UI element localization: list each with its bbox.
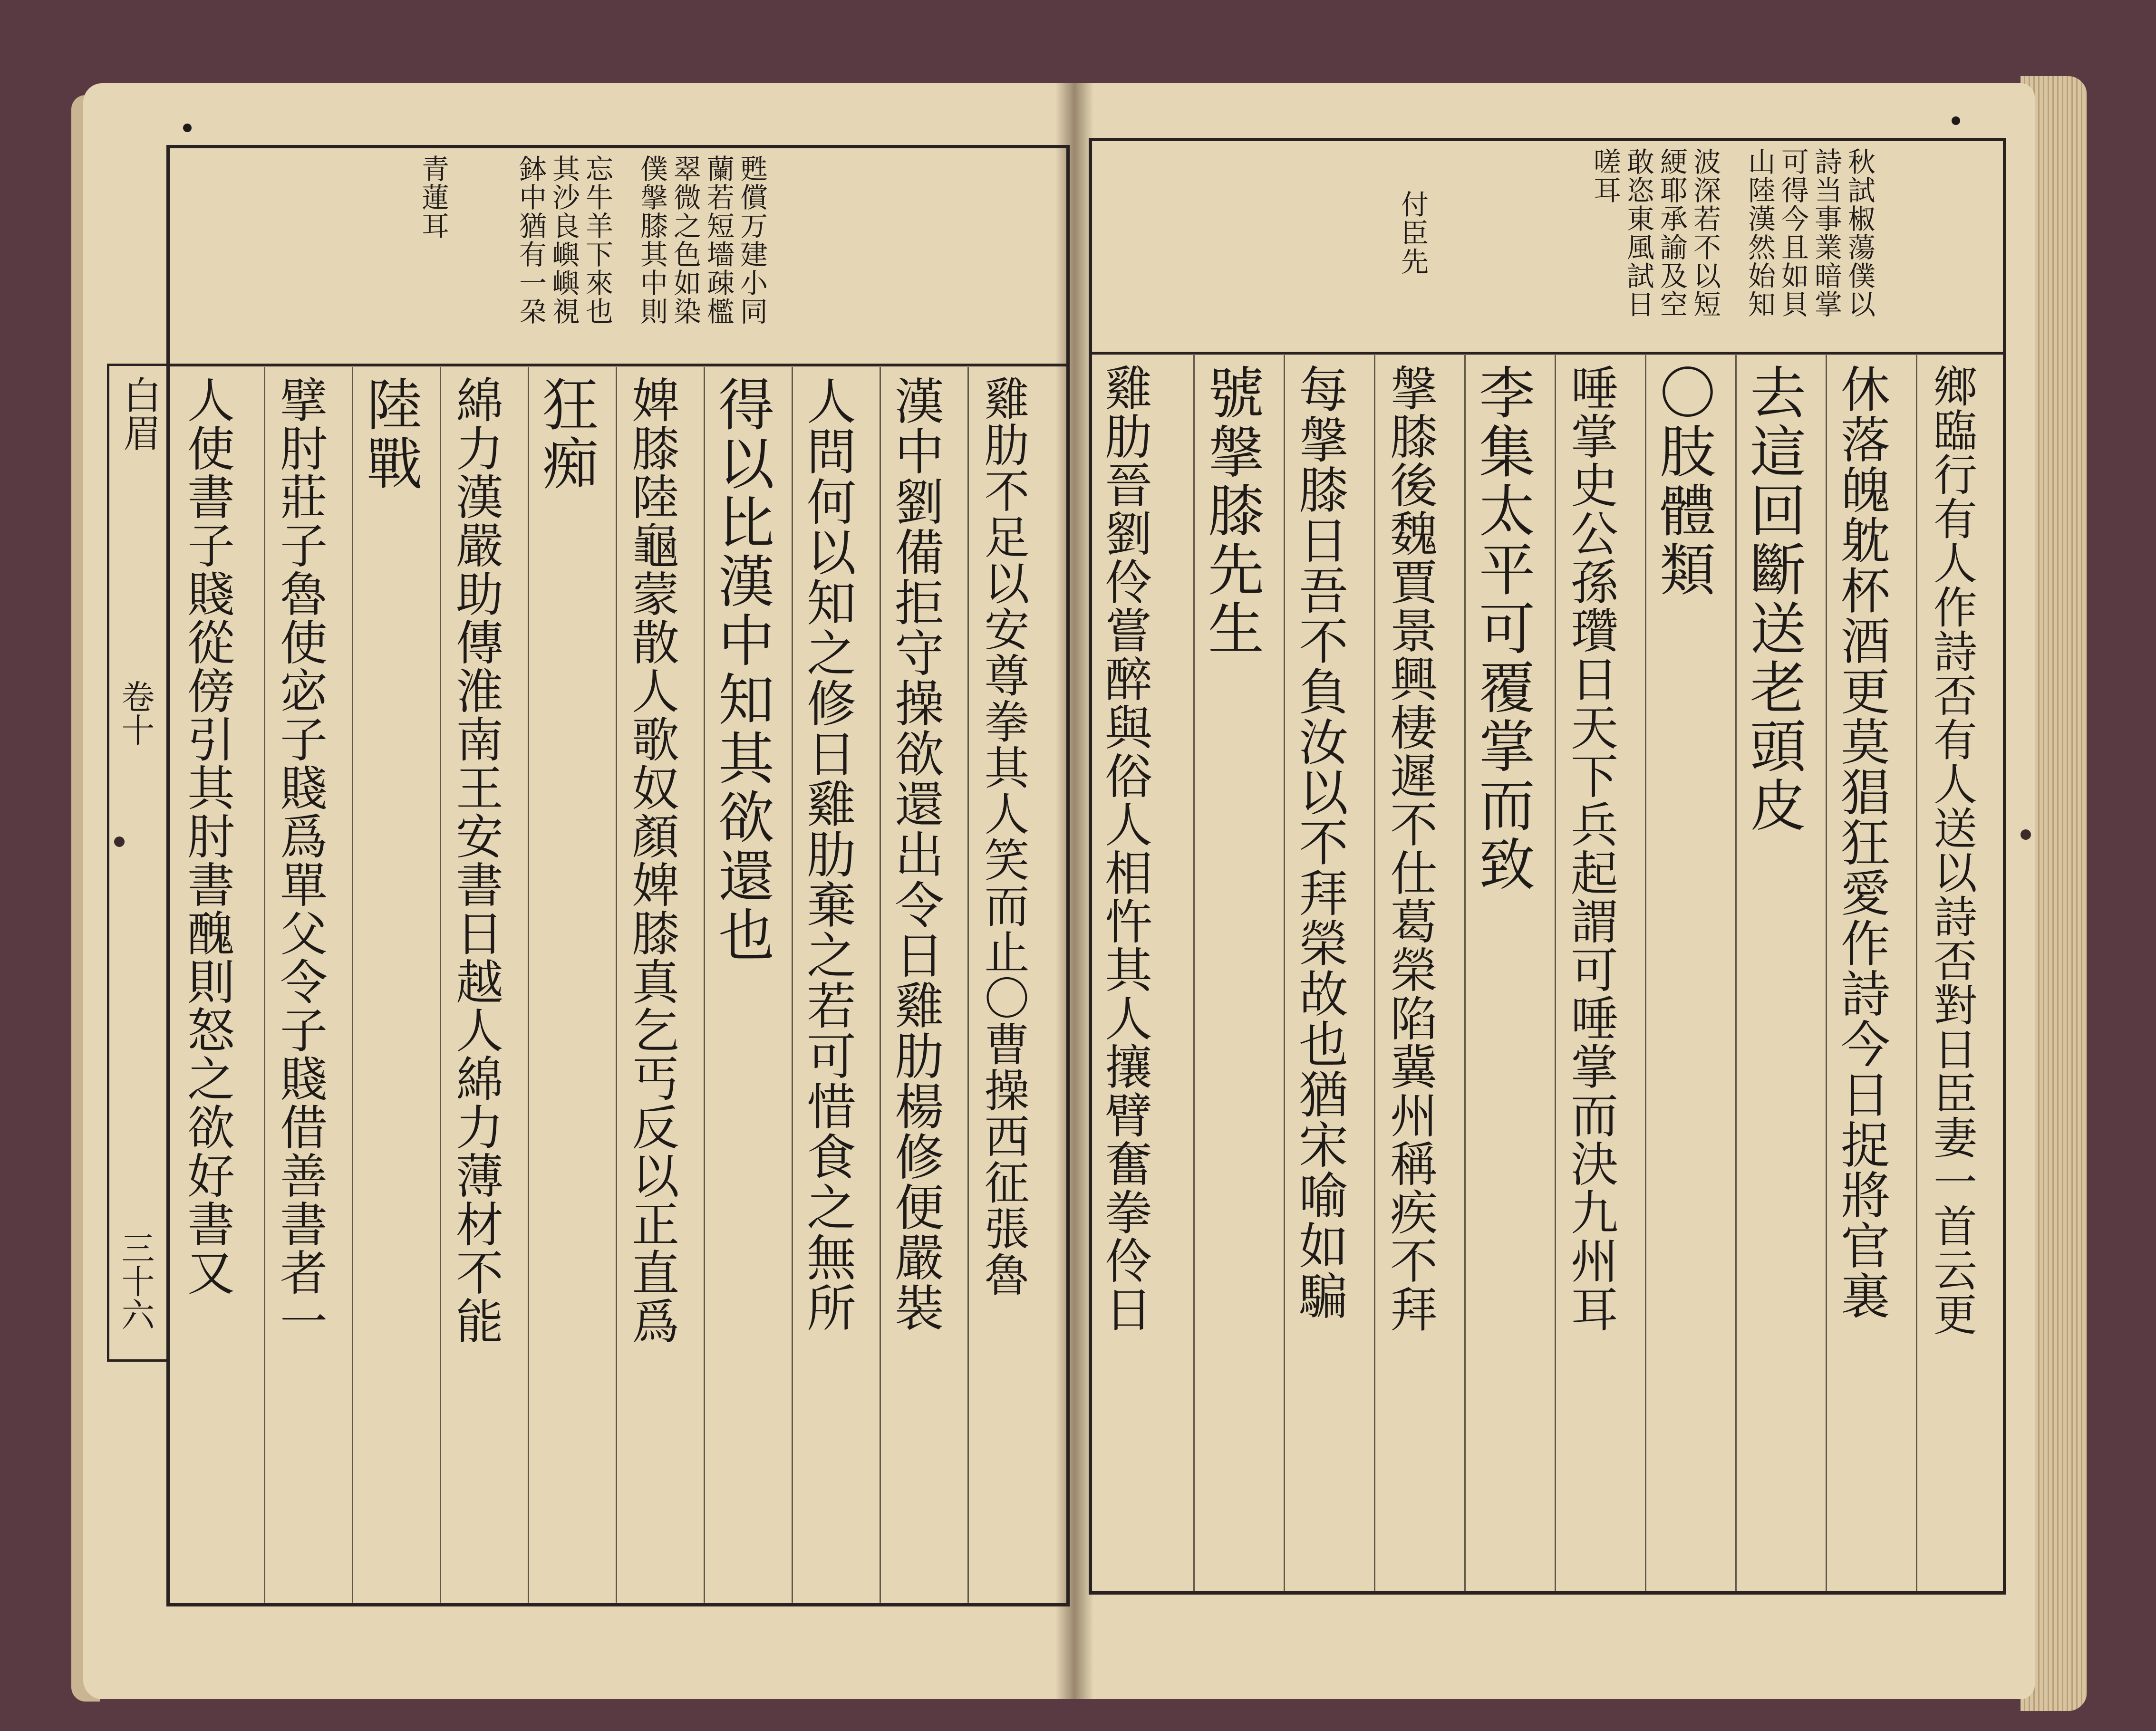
commentary-line: 甦償万建小同 — [735, 154, 768, 326]
column-rule — [792, 367, 793, 1603]
commentary-line: 僕搫膝其中則 — [636, 154, 668, 326]
margin-title: 白眉 — [117, 375, 161, 452]
commentary-line: 詩当事業暗掌 — [1810, 147, 1842, 318]
column-rule — [704, 367, 705, 1603]
margin-volume: 卷十 — [116, 680, 155, 746]
section-heading: 〇肢體類 — [1650, 364, 1716, 599]
commentary-line: 秋試椒蕩僕以 — [1843, 147, 1876, 318]
column-rule — [352, 367, 353, 1603]
column-rule — [967, 367, 969, 1603]
text-column: 唾掌史公孫瓚日天下兵起謂可唾掌而決九州耳 — [1563, 364, 1618, 1333]
text-column: 李集太平可覆掌而致 — [1470, 364, 1535, 894]
column-rule — [264, 367, 265, 1603]
margin-folio: 三十六 — [116, 1231, 155, 1331]
text-column: 雞肋不足以安尊拳其人笑而止〇曹操西征張魯 — [977, 375, 1029, 1298]
column-rule — [1374, 355, 1375, 1591]
print-mark-dot — [1952, 116, 1960, 125]
text-column: 得以比漢中知其欲還也 — [709, 375, 774, 965]
column-rule — [880, 367, 881, 1603]
column-rule — [1555, 355, 1556, 1591]
commentary-line: 其沙良嶼嶼視 — [548, 154, 580, 326]
text-column: 雞肋晉劉伶嘗醉與俗人相忤其人攘臂奮拳伶日 — [1097, 364, 1152, 1333]
commentary-line: 波深若不以短 — [1689, 147, 1721, 318]
text-column: 去這回斷送老頭皮 — [1740, 364, 1806, 835]
binding-hole — [114, 837, 125, 847]
column-rule — [1916, 355, 1917, 1591]
text-column: 擘肘莊子魯使宓子賤爲單父令子賤借善書者一 — [272, 375, 328, 1345]
text-column: 人使書子賤從傍引其肘書醜則怒之欲好書又 — [179, 375, 235, 1297]
commentary-line: 敢恣東風試日 — [1622, 147, 1654, 318]
commentary-line: 蘭若短墻疎檻 — [702, 154, 735, 326]
column-rule — [440, 367, 441, 1603]
text-column: 陸戰 — [357, 375, 423, 493]
column-rule — [1284, 355, 1285, 1591]
column-rule — [528, 367, 529, 1603]
left-margin-column — [107, 364, 169, 1362]
column-rule — [1464, 355, 1466, 1591]
commentary-line: 青蓮耳 — [417, 154, 449, 240]
commentary-line: 忘牛羊下來也 — [581, 154, 613, 326]
text-column: 漢中劉備拒守操欲還出令日雞肋楊修便嚴裝 — [886, 375, 944, 1333]
commentary-line: 山陸漢然始知 — [1743, 147, 1776, 318]
column-rule — [616, 367, 617, 1603]
text-column: 鄉臨行有人作詩否有人送以詩否對日臣妻一首云更 — [1926, 364, 1977, 1336]
column-rule — [1193, 355, 1195, 1591]
text-column: 狂痴 — [533, 375, 599, 493]
column-rule — [1645, 355, 1646, 1591]
text-column: 綿力漢嚴助傳淮南王安書日越人綿力薄材不能 — [448, 375, 503, 1345]
column-rule — [1826, 355, 1827, 1591]
commentary-line: 鉢中猶有一朶 — [514, 154, 547, 326]
print-mark-dot — [183, 124, 192, 132]
left-header-rule — [166, 364, 1070, 366]
commentary-line: 嗟耳 — [1589, 147, 1621, 204]
column-rule — [1735, 355, 1737, 1591]
text-column: 每搫膝日吾不負汝以不拜榮故也猶宋喻如騙 — [1290, 364, 1348, 1321]
text-column: 婢膝陸龜蒙散人歌奴顏婢膝真乞丐反以正直爲 — [624, 375, 679, 1345]
commentary-line: 可得今且如貝 — [1777, 147, 1809, 318]
right-header-rule — [1089, 352, 2006, 355]
binding-hole — [2021, 829, 2031, 840]
text-column: 人問何以知之修日雞肋棄之若可惜食之無所 — [798, 375, 856, 1333]
commentary-line: 翠微之色如染 — [669, 154, 701, 326]
text-column: 搫膝後魏賈景興棲遲不仕葛榮陷冀州稱疾不拜 — [1382, 364, 1438, 1333]
text-column: 休落魄躭杯酒更莫猖狂愛作詩今日捉將官裏 — [1832, 364, 1890, 1321]
commentary-line: 綆耶承諭及空 — [1655, 147, 1688, 318]
commentary-signature: 付臣先 — [1396, 190, 1429, 276]
text-column: 號搫膝先生 — [1199, 364, 1264, 658]
